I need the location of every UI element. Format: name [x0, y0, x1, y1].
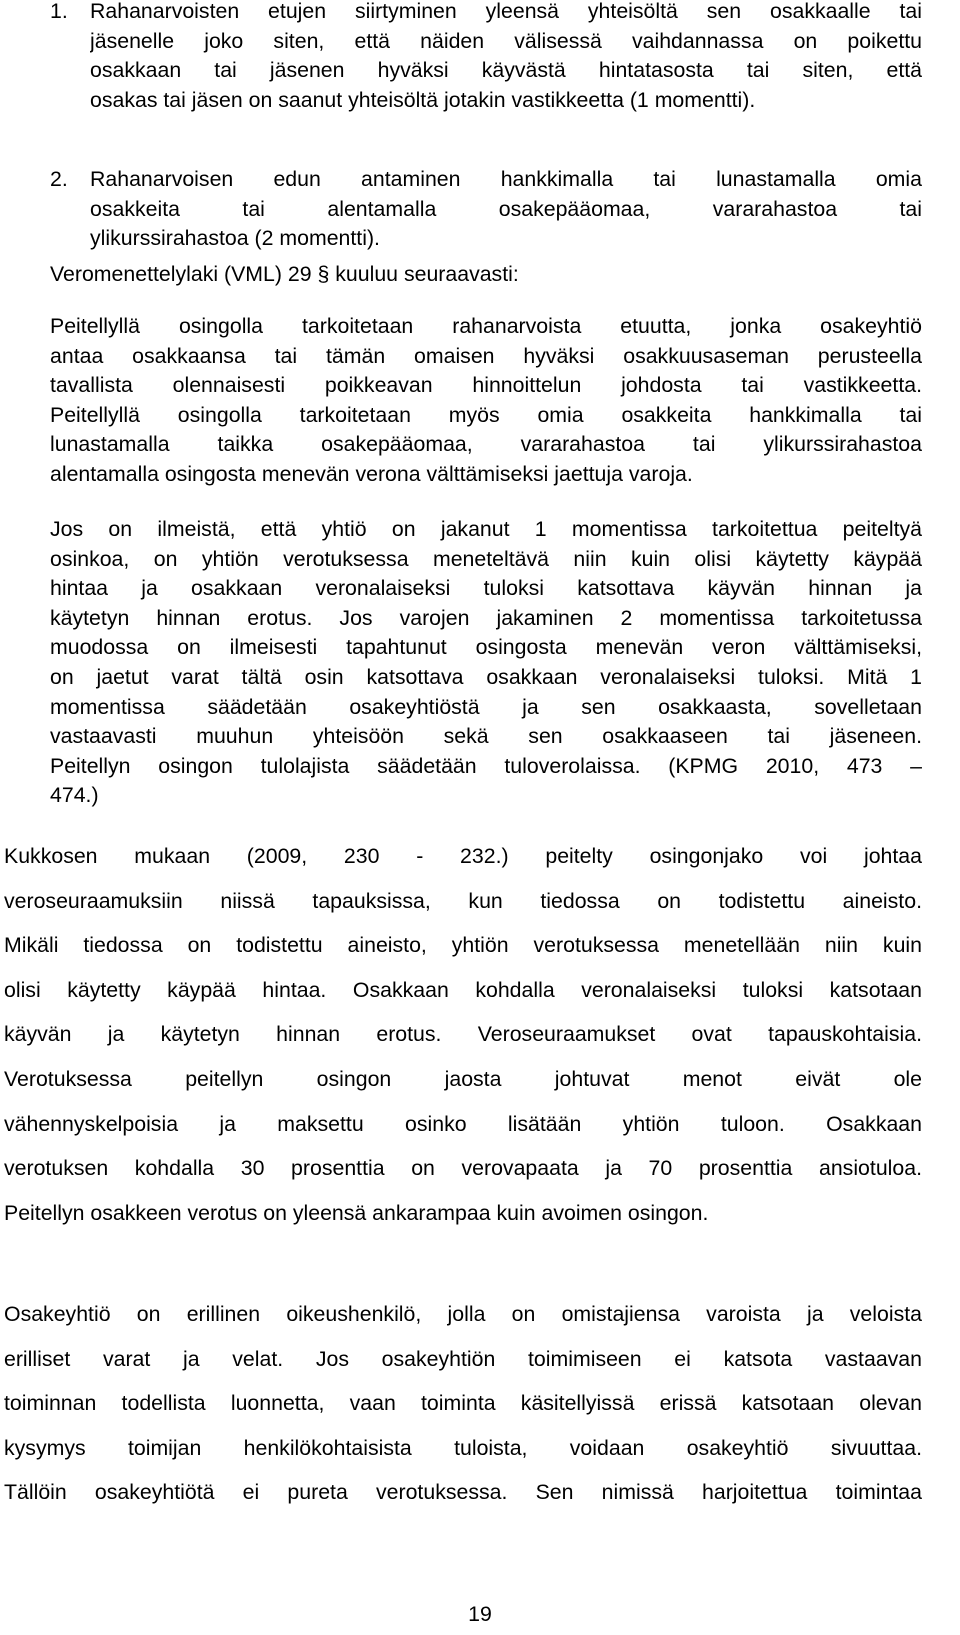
text-line: 474.) — [50, 783, 99, 808]
list-item-number: 2. — [50, 167, 68, 191]
text-line: Peitellyn osakkeen verotus on yleensä ankarampaa kuin avoimen osingon. — [4, 1200, 709, 1225]
text-line: alentamalla osingosta menevän verona välttämiseksi jaettuja varoja. — [50, 461, 693, 486]
text-line: erilliset varat ja velat. Jos osakeyhtiön toimimiseen ei katsota vastaavan — [4, 1346, 922, 1371]
intro-paragraph — [50, 260, 922, 290]
quote-paragraph-1 — [50, 312, 922, 490]
text-line: kysymys toimijan henkilökohtaisista tuloista, voidaan osakeyhtiö sivuuttaa. — [4, 1435, 922, 1460]
text-line: antaa osakkaansa tai tämän omaisen hyväksi osakkuusaseman perusteella — [50, 343, 922, 368]
text-line: Peitellyllä osingolla tarkoitetaan myös omia osakkeita hankkimalla tai — [50, 402, 922, 427]
text-line: tavallista olennaisesti poikkeavan hinnoittelun johdosta tai vastikkeetta. — [50, 373, 922, 398]
list-item-1 — [50, 0, 922, 115]
text-line: Tällöin osakeyhtiötä ei pureta verotuksessa. Sen nimissä harjoitettua toimintaa — [4, 1480, 922, 1505]
text-line: momentissa säädetään osakeyhtiöstä ja sen osakkaasta, sovelletaan — [50, 694, 922, 719]
text-line: Rahanarvoisten etujen siirtyminen yleensä yhteisöltä sen osakkaalle tai — [90, 0, 922, 23]
text-line: veroseuraamuksiin niissä tapauksissa, kun tiedossa on todistettu aineisto. — [4, 888, 922, 913]
body-paragraph-1 — [4, 834, 922, 1235]
text-line: osinkoa, on yhtiön verotuksessa meneteltävä niin kuin olisi käytetty käypää — [50, 546, 922, 571]
text-line: toiminnan todellista luonnetta, vaan toiminta käsitellyissä erissä katsotaan olevan — [4, 1391, 922, 1416]
text-line: jäsenelle joko siten, että näiden välisessä vaihdannassa on poikettu — [90, 28, 922, 53]
text-line: Peitellyn osingon tulolajista säädetään tuloverolaissa. (KPMG 2010, 473 – — [50, 753, 922, 778]
text-line: Rahanarvoisen edun antaminen hankkimalla tai lunastamalla omia — [90, 167, 922, 191]
list-item-number: 1. — [50, 0, 68, 23]
quote-paragraph-2 — [50, 515, 922, 811]
text-line: Mikäli tiedossa on todistettu aineisto, yhtiön verotuksessa menetellään niin kuin — [4, 933, 922, 958]
text-line: vähennyskelpoisia ja maksettu osinko lisätään yhtiön tuloon. Osakkaan — [4, 1111, 922, 1136]
text-line: olisi käytetty käypää hintaa. Osakkaan kohdalla veronalaiseksi tuloksi katsotaan — [4, 977, 922, 1002]
text-line: hintaa ja osakkaan veronalaiseksi tuloksi katsottava käyvän hinnan ja — [50, 576, 922, 601]
page-number: 19 — [468, 1602, 492, 1626]
text-line: Kukkosen mukaan (2009, 230 - 232.) peitelty osingonjako voi johtaa — [4, 844, 922, 868]
list-item-2 — [50, 165, 922, 254]
text-line: Verotuksessa peitellyn osingon jaosta johtuvat menot eivät ole — [4, 1066, 922, 1091]
text-line: Peitellyllä osingolla tarkoitetaan rahanarvoista etuutta, jonka osakeyhtiö — [50, 314, 922, 338]
body-paragraph-2 — [4, 1292, 922, 1515]
text-line: lunastamalla taikka osakepääomaa, vararahastoa tai ylikurssirahastoa — [50, 432, 922, 457]
text-line: käyvän ja käytetyn hinnan erotus. Veroseuraamukset ovat tapauskohtaisia. — [4, 1022, 922, 1047]
text-line: osakkaan tai jäsenen hyväksi käyvästä hintatasosta tai siten, että — [90, 58, 922, 83]
text-line: Veromenettelylaki (VML) 29 § kuuluu seuraavasti: — [50, 262, 519, 286]
text-line: käytetyn hinnan erotus. Jos varojen jakaminen 2 momentissa tarkoitetussa — [50, 605, 922, 630]
text-line: vastaavasti muuhun yhteisöön sekä sen osakkaaseen tai jäseneen. — [50, 724, 922, 749]
text-line: muodossa on ilmeisesti tapahtunut osingosta menevän veron välttämiseksi, — [50, 635, 922, 660]
text-line: verotuksen kohdalla 30 prosenttia on verovapaata ja 70 prosenttia ansiotuloa. — [4, 1156, 922, 1181]
text-line: osakas tai jäsen on saanut yhteisöltä jotakin vastikkeetta (1 momentti). — [90, 87, 756, 112]
text-line: on jaetut varat tältä osin katsottava osakkaan veronalaiseksi tuloksi. Mitä 1 — [50, 664, 922, 689]
text-line: ylikurssirahastoa (2 momentti). — [90, 226, 380, 251]
text-line: Osakeyhtiö on erillinen oikeushenkilö, jolla on omistajiensa varoista ja veloista — [4, 1302, 922, 1326]
text-line: Jos on ilmeistä, että yhtiö on jakanut 1 momentissa tarkoitettua peiteltyä — [50, 517, 922, 541]
text-line: osakkeita tai alentamalla osakepääomaa, vararahastoa tai — [90, 196, 922, 221]
